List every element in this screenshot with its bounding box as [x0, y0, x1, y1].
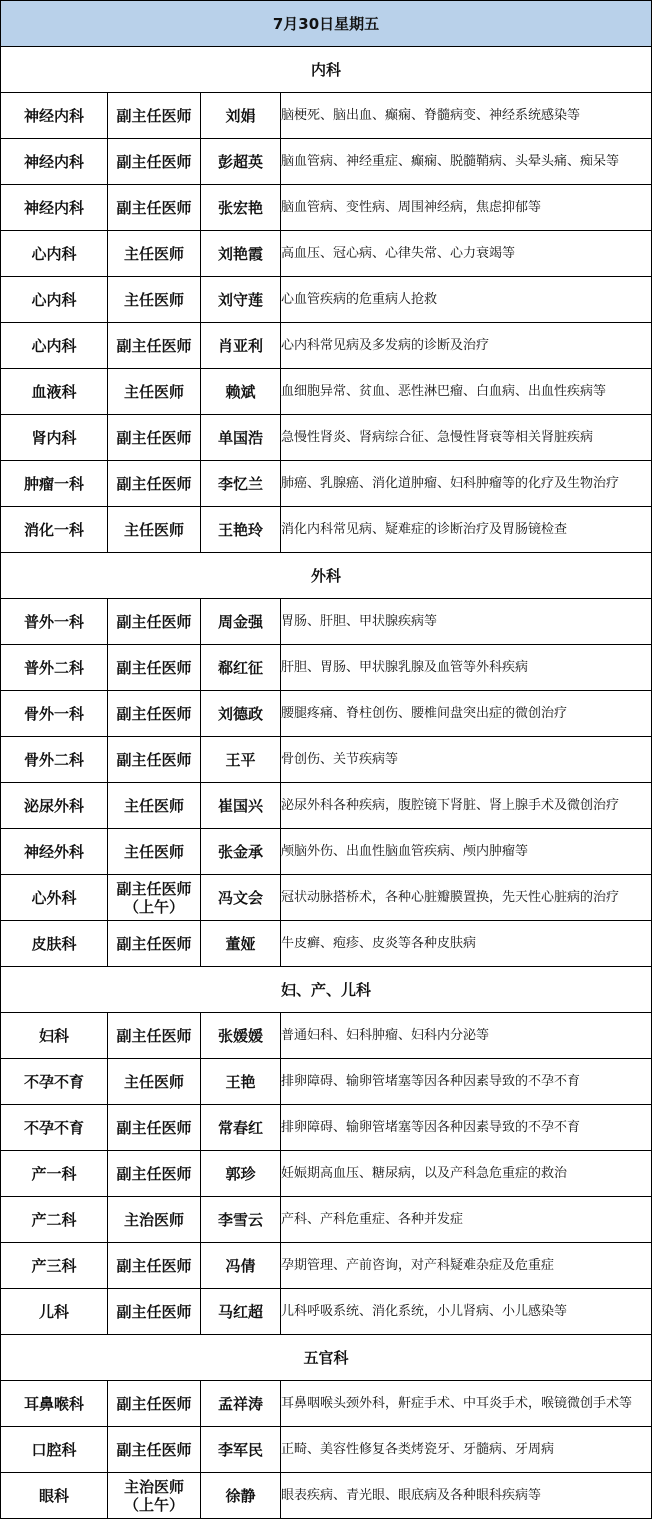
doctor-cell: 赖斌 — [201, 369, 281, 415]
department-cell: 血液科 — [1, 369, 108, 415]
table-row — [1, 921, 652, 967]
title-text: 副主任医师 — [116, 198, 192, 217]
title-cell — [108, 1243, 201, 1289]
doctor-cell: 崔国兴 — [201, 783, 281, 829]
department-cell: 耳鼻喉科 — [1, 1381, 108, 1427]
title-cell — [108, 691, 201, 737]
title-text: 副主任医师 — [116, 934, 192, 953]
specialty-cell: 肺癌、乳腺癌、消化道肿瘤、妇科肿瘤等的化疗及生物治疗 — [281, 461, 652, 507]
title-cell — [108, 461, 201, 507]
title-cell — [108, 93, 201, 139]
doctor-cell: 刘艳霞 — [201, 231, 281, 277]
title-text: 副主任医师 — [116, 336, 192, 355]
doctor-cell: 肖亚利 — [201, 323, 281, 369]
table-row — [1, 1381, 652, 1427]
title-text: 主任医师 — [123, 842, 184, 861]
title-text: 主治医师 — [123, 1210, 184, 1229]
section-title: 五官科 — [1, 1335, 652, 1381]
title-text: 副主任医师 — [116, 1026, 192, 1045]
table-row — [1, 1473, 652, 1519]
doctor-cell: 张金承 — [201, 829, 281, 875]
department-cell: 皮肤科 — [1, 921, 108, 967]
department-cell: 骨外二科 — [1, 737, 108, 783]
specialty-cell: 孕期管理、产前咨询，对产科疑难杂症及危重症 — [281, 1243, 652, 1289]
title-text: 副主任医师 — [116, 1256, 192, 1275]
doctor-cell: 彭超英 — [201, 139, 281, 185]
title-cell — [108, 737, 201, 783]
department-cell: 神经内科 — [1, 93, 108, 139]
specialty-cell: 普通妇科、妇科肿瘤、妇科内分泌等 — [281, 1013, 652, 1059]
title-text: 副主任医师 — [116, 1118, 192, 1137]
doctor-cell: 马红超 — [201, 1289, 281, 1335]
specialty-cell: 妊娠期高血压、糖尿病，以及产科急危重症的救治 — [281, 1151, 652, 1197]
title-text: 副主任医师 — [116, 106, 192, 125]
title-text: 副主任医师 — [116, 612, 192, 631]
doctor-cell: 王艳 — [201, 1059, 281, 1105]
table-row — [1, 1427, 652, 1473]
specialty-cell: 颅脑外伤、出血性脑血管疾病、颅内肿瘤等 — [281, 829, 652, 875]
doctor-cell: 郗红征 — [201, 645, 281, 691]
title-text: 副主任医师 — [116, 879, 192, 898]
schedule-body — [1, 1, 652, 1519]
specialty-cell: 胃肠、肝胆、甲状腺疾病等 — [281, 599, 652, 645]
title-cell — [108, 1197, 201, 1243]
title-cell — [108, 921, 201, 967]
title-cell — [108, 1381, 201, 1427]
department-cell: 心内科 — [1, 323, 108, 369]
doctor-cell: 徐静 — [201, 1473, 281, 1519]
doctor-cell: 董娅 — [201, 921, 281, 967]
title-cell — [108, 1059, 201, 1105]
table-row — [1, 231, 652, 277]
table-row — [1, 323, 652, 369]
section-header — [1, 553, 652, 599]
specialty-cell: 冠状动脉搭桥术，各种心脏瓣膜置换，先天性心脏病的治疗 — [281, 875, 652, 921]
title-cell — [108, 1427, 201, 1473]
doctor-cell: 刘德政 — [201, 691, 281, 737]
table-row — [1, 599, 652, 645]
table-row — [1, 1151, 652, 1197]
doctor-cell: 孟祥涛 — [201, 1381, 281, 1427]
table-row — [1, 645, 652, 691]
title-text: 主治医师 — [123, 1477, 184, 1496]
department-cell: 口腔科 — [1, 1427, 108, 1473]
title-row — [1, 1, 652, 47]
doctor-cell: 王艳玲 — [201, 507, 281, 553]
table-row — [1, 1105, 652, 1151]
department-cell: 神经内科 — [1, 139, 108, 185]
department-cell: 心内科 — [1, 277, 108, 323]
table-row — [1, 691, 652, 737]
doctor-cell: 郭珍 — [201, 1151, 281, 1197]
title-cell — [108, 369, 201, 415]
table-row — [1, 369, 652, 415]
section-title: 内科 — [1, 47, 652, 93]
specialty-cell: 高血压、冠心病、心律失常、心力衰竭等 — [281, 231, 652, 277]
title-text: 副主任医师 — [116, 428, 192, 447]
department-cell: 心内科 — [1, 231, 108, 277]
doctor-cell: 王平 — [201, 737, 281, 783]
title-cell — [108, 875, 201, 921]
specialty-cell: 产科、产科危重症、各种并发症 — [281, 1197, 652, 1243]
title-text: 副主任医师 — [116, 1302, 192, 1321]
table-row — [1, 1013, 652, 1059]
title-cell — [108, 1105, 201, 1151]
doctor-cell: 刘娟 — [201, 93, 281, 139]
title-text: 副主任医师 — [116, 1394, 192, 1413]
title-cell — [108, 783, 201, 829]
specialty-cell: 腰腿疼痛、脊柱创伤、腰椎间盘突出症的微创治疗 — [281, 691, 652, 737]
specialty-cell: 脑梗死、脑出血、癫痫、脊髓病变、神经系统感染等 — [281, 93, 652, 139]
section-header — [1, 967, 652, 1013]
title-cell — [108, 1289, 201, 1335]
department-cell: 肿瘤一科 — [1, 461, 108, 507]
title-cell — [108, 415, 201, 461]
title-text: 副主任医师 — [116, 1440, 192, 1459]
table-row — [1, 1289, 652, 1335]
title-text: 副主任医师 — [116, 704, 192, 723]
doctor-cell: 单国浩 — [201, 415, 281, 461]
title-cell — [108, 829, 201, 875]
title-cell — [108, 185, 201, 231]
title-cell — [108, 1473, 201, 1519]
doctor-cell: 周金强 — [201, 599, 281, 645]
title-cell — [108, 599, 201, 645]
department-cell: 产二科 — [1, 1197, 108, 1243]
title-text: 副主任医师 — [116, 1164, 192, 1183]
title-cell — [108, 1013, 201, 1059]
table-row — [1, 415, 652, 461]
doctor-cell: 张宏艳 — [201, 185, 281, 231]
title-text: 副主任医师 — [116, 474, 192, 493]
title-text: 主任医师 — [123, 520, 184, 539]
table-row — [1, 1243, 652, 1289]
specialty-cell: 心内科常见病及多发病的诊断及治疗 — [281, 323, 652, 369]
table-row — [1, 1197, 652, 1243]
title-text: 主任医师 — [123, 796, 184, 815]
title-text: 副主任医师 — [116, 152, 192, 171]
specialty-cell: 儿科呼吸系统、消化系统，小儿肾病、小儿感染等 — [281, 1289, 652, 1335]
section-header — [1, 47, 652, 93]
table-row — [1, 737, 652, 783]
title-cell — [108, 231, 201, 277]
department-cell: 普外二科 — [1, 645, 108, 691]
specialty-cell: 泌尿外科各种疾病，腹腔镜下肾脏、肾上腺手术及微创治疗 — [281, 783, 652, 829]
specialty-cell: 牛皮癣、疱疹、皮炎等各种皮肤病 — [281, 921, 652, 967]
specialty-cell: 血细胞异常、贫血、恶性淋巴瘤、白血病、出血性疾病等 — [281, 369, 652, 415]
section-header — [1, 1335, 652, 1381]
title-cell — [108, 139, 201, 185]
table-row — [1, 875, 652, 921]
title-text: 主任医师 — [123, 1072, 184, 1091]
specialty-cell: 脑血管病、变性病、周围神经病，焦虑抑郁等 — [281, 185, 652, 231]
table-row — [1, 93, 652, 139]
title-text: 副主任医师 — [116, 658, 192, 677]
specialty-cell: 排卵障碍、输卵管堵塞等因各种因素导致的不孕不育 — [281, 1105, 652, 1151]
title-note: （上午） — [123, 897, 184, 916]
doctor-cell: 张媛媛 — [201, 1013, 281, 1059]
doctor-cell: 常春红 — [201, 1105, 281, 1151]
doctor-cell: 刘守莲 — [201, 277, 281, 323]
specialty-cell: 脑血管病、神经重症、癫痫、脱髓鞘病、头晕头痛、痴呆等 — [281, 139, 652, 185]
department-cell: 产一科 — [1, 1151, 108, 1197]
title-cell — [108, 1151, 201, 1197]
specialty-cell: 心血管疾病的危重病人抢救 — [281, 277, 652, 323]
specialty-cell: 肝胆、胃肠、甲状腺乳腺及血管等外科疾病 — [281, 645, 652, 691]
section-title: 妇、产、儿科 — [1, 967, 652, 1013]
specialty-cell: 骨创伤、关节疾病等 — [281, 737, 652, 783]
department-cell: 不孕不育 — [1, 1059, 108, 1105]
title-text: 主任医师 — [123, 382, 184, 401]
title-cell — [108, 277, 201, 323]
title-cell — [108, 323, 201, 369]
department-cell: 泌尿外科 — [1, 783, 108, 829]
section-title: 外科 — [1, 553, 652, 599]
title-cell — [108, 645, 201, 691]
specialty-cell: 急慢性肾炎、肾病综合征、急慢性肾衰等相关肾脏疾病 — [281, 415, 652, 461]
department-cell: 肾内科 — [1, 415, 108, 461]
department-cell: 消化一科 — [1, 507, 108, 553]
department-cell: 产三科 — [1, 1243, 108, 1289]
title-note: （上午） — [123, 1495, 184, 1514]
table-row — [1, 277, 652, 323]
title-text: 主任医师 — [123, 244, 184, 263]
doctor-cell: 冯倩 — [201, 1243, 281, 1289]
department-cell: 不孕不育 — [1, 1105, 108, 1151]
department-cell: 心外科 — [1, 875, 108, 921]
department-cell: 妇科 — [1, 1013, 108, 1059]
table-row — [1, 507, 652, 553]
specialty-cell: 眼表疾病、青光眼、眼底病及各种眼科疾病等 — [281, 1473, 652, 1519]
doctor-cell: 李军民 — [201, 1427, 281, 1473]
department-cell: 儿科 — [1, 1289, 108, 1335]
doctor-cell: 李忆兰 — [201, 461, 281, 507]
schedule-date-title: 7月30日星期五 — [1, 1, 652, 47]
doctor-cell: 李雪云 — [201, 1197, 281, 1243]
table-row — [1, 461, 652, 507]
department-cell: 神经外科 — [1, 829, 108, 875]
table-row — [1, 1059, 652, 1105]
title-text: 主任医师 — [123, 290, 184, 309]
specialty-cell: 排卵障碍、输卵管堵塞等因各种因素导致的不孕不育 — [281, 1059, 652, 1105]
doctor-cell: 冯文会 — [201, 875, 281, 921]
department-cell: 神经内科 — [1, 185, 108, 231]
table-row — [1, 783, 652, 829]
specialty-cell: 正畸、美容性修复各类烤瓷牙、牙髓病、牙周病 — [281, 1427, 652, 1473]
specialty-cell: 消化内科常见病、疑难症的诊断治疗及胃肠镜检查 — [281, 507, 652, 553]
department-cell: 普外一科 — [1, 599, 108, 645]
table-row — [1, 185, 652, 231]
title-cell — [108, 507, 201, 553]
table-row — [1, 829, 652, 875]
specialty-cell: 耳鼻咽喉头颈外科，鼾症手术、中耳炎手术，喉镜微创手术等 — [281, 1381, 652, 1427]
title-text: 副主任医师 — [116, 750, 192, 769]
department-cell: 骨外一科 — [1, 691, 108, 737]
department-cell: 眼科 — [1, 1473, 108, 1519]
table-row — [1, 139, 652, 185]
